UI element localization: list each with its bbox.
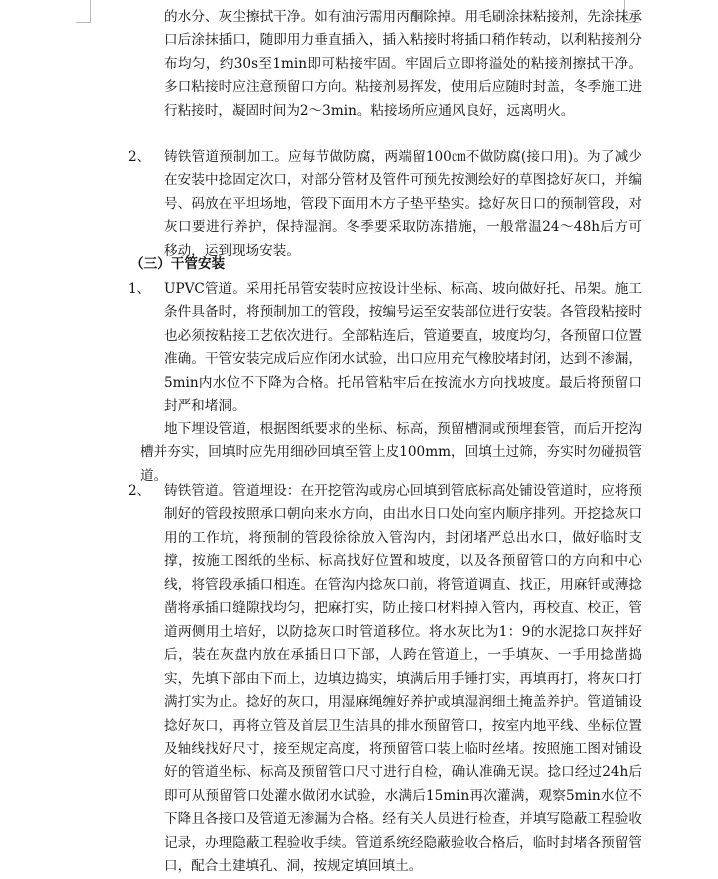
list-number-2: 2、 [128,149,151,165]
paragraph-upvc-pipe: UPVC管道。采用托吊管安装时应按设计坐标、标高、坡向做好托、吊架。施工条件具备时，将预制加工的管段，按编号运至安装部位进行安装。各管段粘接时也必须按粘接工艺依次进行。全部粘连后，管道要直，坡度均匀，各预留口位置准确。干管安装完成后应作闭水试验，出口应用充气橡胶堵封闭，达到不渗漏，5min内水位不下降为合格。托吊管粘牢后在按流水方向找坡度。最后将预留口封严和堵洞。 [164,281,642,415]
list-number-2b: 2、 [128,483,151,499]
paragraph-continuation: 的水分、灰尘擦拭干净。如有油污需用丙酮除掉。用毛刷涂抹粘接剂，先涂抹承口后涂抹插口，随即用力垂直插入，插入粘接时将插口稍作转动，以利粘接剂分布均匀，约30s至1min即可粘接牢固。牢固后立即将溢处的粘接剂擦拭干净。多口粘接时应注意预留口方向。粘接剂易挥发，使用后应随时封盖，冬季施工进行粘接时，凝固时间为2～3min。粘接场所应通风良好，远离明火。 [164,9,642,119]
section-heading-main-pipe: （三）干管安装 [130,256,226,272]
margin-corner-mark-left [76,0,91,23]
paragraph-cast-iron-pipe: 铸铁管道。管道埋设：在开挖管沟或房心回填到管底标高处铺设管道时，应将预制好的管段按照承口朝向来水方向，由出水日口处向室内顺序排列。开挖捻灰口用的工作坑，将预制的管段徐徐放入管沟内，封闭堵严总出水口，做好临时支撑，按施工图纸的坐标、标高找好位置和坡度，以及各预留管口的方向和中心线，将管段承插口相连。在管沟内捻灰口前，将管道调直、找正，用麻钎或薄捻凿将承插口缝隙找均匀，把麻打实，防止接口材料掉入管内，再校直、校正，管道两侧用土培好，以防捻灰口时管道移位。将水灰比为1：9的水泥捻口灰拌好后，装在灰盘内放在承插日口下部，人跨在管道上，一手填灰、一手用捻凿捣实，先填下部由下而上，边填边捣实，填满后用手锤打实，再填再打，将灰口打满打实为止。捻好的灰口，用湿麻绳缠好养护或填湿润细土掩盖养护。管道铺设捻好灰口，再将立管及首层卫生洁具的排水预留管口，按室内地平线、坐标位置及轴线找好尺寸，接至规定高度，将预留管口装上临时丝堵。按照施工图对铺设好的管道坐标、标高及预留管口尺寸进行自检，确认准确无误。捻口经过24h后即可从预留管口处灌水做闭水试验，水满后15min再次灌满，观察5min水位不下降且各接口及管道无渗漏为合格。经有关人员进行检查，并填写隐蔽工程验收记录，办理隐蔽工程验收手续。管道系统经隐蔽验收合格后，临时封堵各预留管口，配合土建填孔、洞，按规定填回填土。 [164,483,642,875]
paragraph-underground-pipe: 地下埋设管道，根据图纸要求的坐标、标高，预留槽洞或预埋套管，而后开挖沟槽并夯实，回填时应先用细砂回填至管上皮100mm，回填土过筛，夯实时勿碰损管道。 [140,421,642,484]
list-number-1: 1、 [128,281,151,297]
paragraph-cast-iron-prefab: 铸铁管道预制加工。应每节做防腐，两端留100㎝不做防腐(接口用)。为了减少在安装中捻固定次口，对部分管材及管件可预先按测绘好的草图捻好灰口，并编号、码放在平坦场地，管段下面用木方子垫平垫实。捻好灰日口的预制管段，对灰口要进行养护，保持湿润。冬季要采取防冻措施，一般常温24～48h后方可移动，运到现场安装。 [164,149,642,259]
